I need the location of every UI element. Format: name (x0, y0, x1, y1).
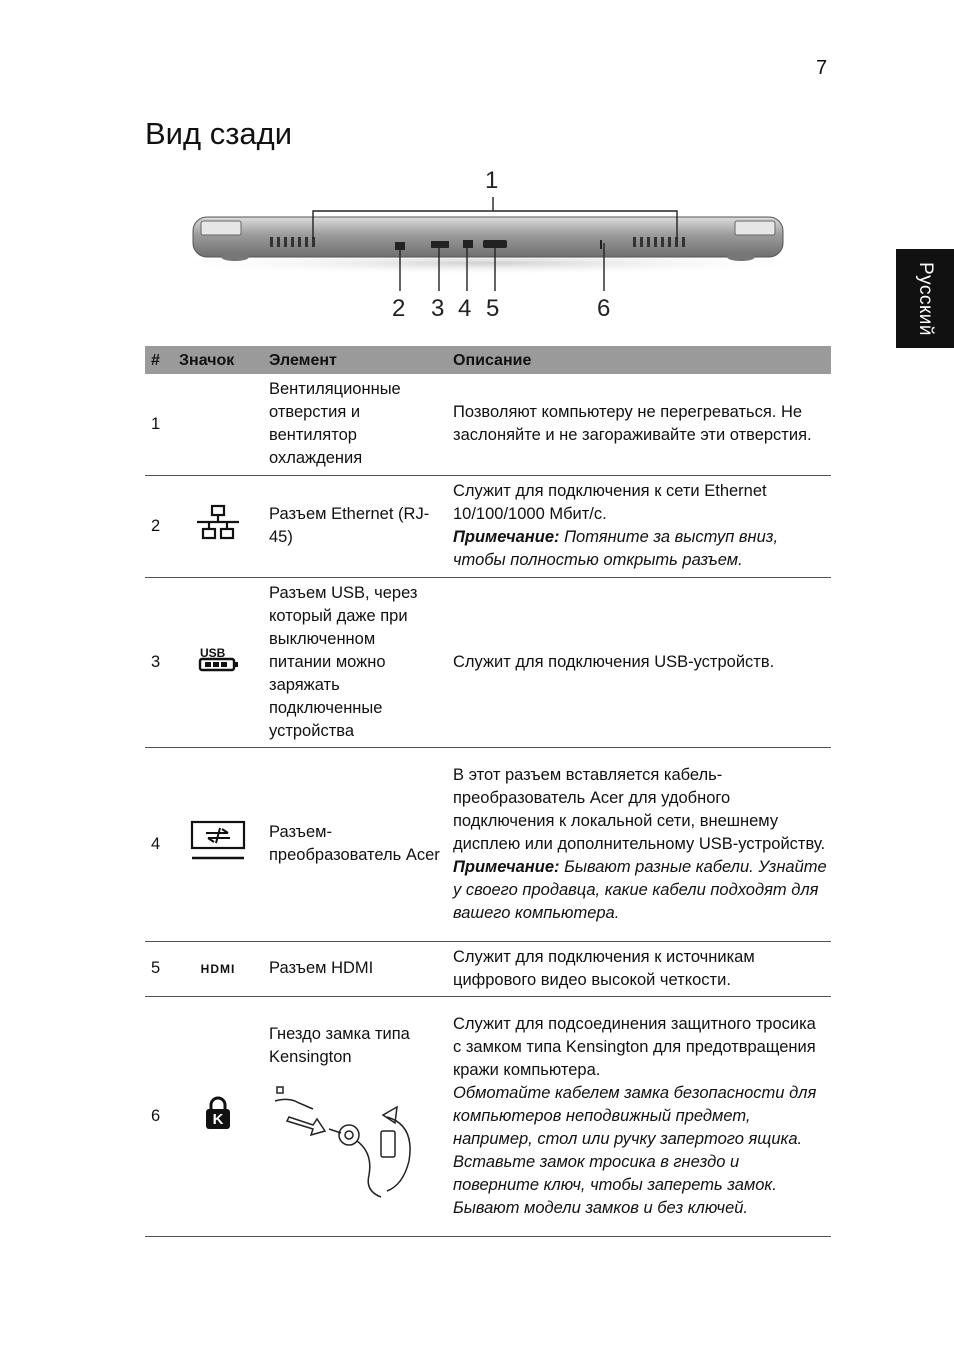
table-row (145, 996, 831, 1236)
lock-instruction-1: Обмотайте кабелем замка безопасности для компьютеров неподвижный предмет, например, стол или ручку запертого ящика. (453, 1083, 817, 1148)
page-number: 7 (816, 57, 828, 79)
row-description: Позволяют компьютеру не перегреваться. Не заслоняйте и не загораживайте эти отверстия. (445, 374, 831, 475)
lock-instruction-2: Вставьте замок тросика в гнездо и поверните ключ, чтобы запереть замок. Бывают модели замков и без ключей. (453, 1152, 777, 1217)
table-row (145, 374, 831, 475)
table-row (145, 941, 831, 996)
row-description-cell (445, 475, 831, 577)
converter-icon (190, 820, 246, 862)
callout-2: 2 (392, 295, 406, 322)
row-number: 5 (145, 941, 175, 996)
table-row (145, 577, 831, 747)
hdmi-icon: HDMI (200, 961, 236, 976)
rear-view-figure (145, 165, 831, 330)
table-row (145, 747, 831, 941)
row-element: Разъем-преобразователь Acer (261, 747, 445, 941)
table-header-row (145, 346, 831, 374)
row-icon-cell (175, 747, 261, 941)
row-number: 1 (145, 374, 175, 475)
kensington-lock-letter: K (212, 1110, 224, 1128)
usb-charge-icon (194, 644, 242, 674)
row-description: Служит для подключения к источникам цифрового видео высокой четкости. (445, 941, 831, 996)
note-text: Потяните за выступ вниз, чтобы полностью открыть разъем. (453, 528, 779, 569)
callout-6: 6 (597, 295, 611, 322)
header-element: Элемент (261, 346, 445, 374)
note-text: Бывают разные кабели. Узнайте у своего продавца, какие кабели подходят для вашего компьютера. (453, 857, 827, 922)
note-label: Примечание: (453, 528, 560, 546)
callout-5: 5 (486, 295, 500, 322)
row-icon-cell (175, 374, 261, 475)
row-element: Разъем Ethernet (RJ-45) (261, 475, 445, 577)
ethernet-icon (194, 504, 242, 542)
row-description-cell (445, 996, 831, 1236)
note-label: Примечание: (453, 857, 560, 876)
row-icon-cell (175, 941, 261, 996)
row-number: 3 (145, 577, 175, 747)
row-icon-cell (175, 996, 261, 1236)
callout-3: 3 (431, 295, 445, 322)
header-description: Описание (445, 346, 831, 374)
row-number: 4 (145, 747, 175, 941)
row-element: Разъем HDMI (261, 941, 445, 996)
row-element: Разъем USB, через который даже при выключенном питании можно заряжать подключенные устройства (261, 577, 445, 747)
language-tab (896, 249, 954, 348)
header-number: # (145, 346, 175, 374)
row-element: Гнездо замка типа Kensington (269, 1024, 410, 1066)
row-icon-cell (175, 475, 261, 577)
rear-ports-table (145, 346, 831, 1237)
row-description: Служит для подключения USB-устройств. (445, 577, 831, 747)
callout-1: 1 (485, 167, 499, 194)
row-number: 2 (145, 475, 175, 577)
callout-4: 4 (458, 295, 472, 322)
row-icon-cell (175, 577, 261, 747)
svg-text:USB: USB (200, 645, 226, 660)
row-number: 6 (145, 996, 175, 1236)
row-description: Служит для подключения к сети Ethernet 10/100/1000 Мбит/с. (453, 482, 767, 523)
language-tab-label: Русский (915, 261, 936, 336)
table-row (145, 475, 831, 577)
row-description: Служит для подсоединения защитного тросика с замком типа Kensington для предотвращения кражи компьютера. (453, 1014, 816, 1079)
kensington-lock-icon (204, 1096, 232, 1130)
page-title: Вид сзади (145, 116, 293, 151)
row-description-cell (445, 747, 831, 941)
row-element: Вентиляционные отверстия и вентилятор охлаждения (261, 374, 445, 475)
kensington-lock-illustration (269, 1079, 419, 1199)
header-icon: Значок (175, 346, 261, 374)
row-description: В этот разъем вставляется кабель-преобразователь Acer для удобного подключения к локальной сети, внешнему дисплею или дополнительному USB-устройству. (453, 765, 826, 853)
row-element-cell (261, 996, 445, 1236)
